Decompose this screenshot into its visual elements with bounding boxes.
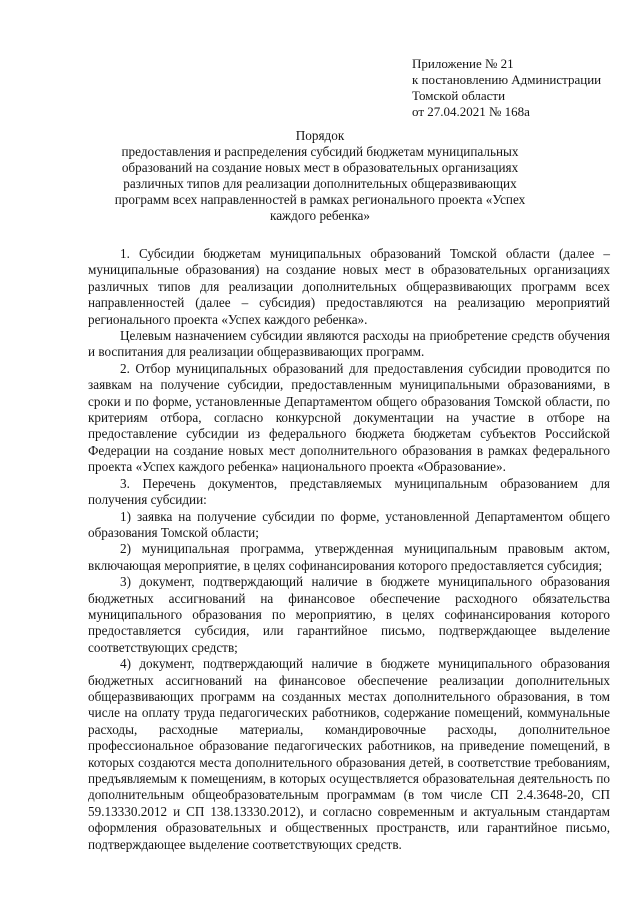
list-item-3: 3) документ, подтверждающий наличие в бюджете муниципального образования бюджетных ассигнований на финансовое обеспечение расходного обязательства муниципального образования по мероприятию, в целях софинансирования которого предоставляется субсидия, или гарантийное письмо, подтверждающее выделение соответствующих средств; [88,574,610,655]
document-heading: Порядок [295,128,345,143]
list-item-2: 2) муниципальная программа, утвержденная муниципальным правовым актом, включающая мероприятие, в целях софинансирования которого предоставляется субсидия; [88,541,610,573]
appendix-block [412,56,632,120]
appendix-reference: к постановлению Администрации [412,72,602,87]
paragraph-3: 3. Перечень документов, представляемых муниципальным образованием для получения субсидии: [88,475,610,508]
document-body [88,246,610,853]
document-subtitle: предоставления и распределения субсидий бюджетам муниципальных образований на создание новых мест в образовательных организациях различных типов для реализации дополнительных общеразвивающих программ всех направленностей в рамках регионального проекта «Успех каждого ребенка» [114,144,526,223]
appendix-number: Приложение № 21 [412,56,514,71]
document-title-block [96,128,544,224]
paragraph-2: 2. Отбор муниципальных образований для предоставления субсидии проводится по заявкам на получение субсидии, предоставленным муниципальными образованиями, в сроки и по форме, установленные Департаментом общего образования Томской области, по критериям отбора, согласно конкурсной документации на участие в отборе на предоставление субсидии из федерального бюджета бюджетам субъектов Российской Федерации на создание новых мест дополнительного образования в рамках федерального проекта «Успех каждого ребенка» национального проекта «Образование». [88,360,610,475]
paragraph-1: 1. Субсидии бюджетам муниципальных образований Томской области (далее – муниципальные образования) на создание новых мест в образовательных организациях различных типов для реализации дополнительных общеразвивающих программ всех направленностей (далее – субсидия) предоставляются на реализацию мероприятий регионального проекта «Успех каждого ребенка». [88,246,610,327]
paragraph-purpose: Целевым назначением субсидии являются расходы на приобретение средств обучения и воспитания для реализации общеразвивающих программ. [88,328,610,360]
appendix-date: от 27.04.2021 № 168а [412,104,530,119]
appendix-region: Томской области [412,88,506,103]
list-item-4: 4) документ, подтверждающий наличие в бюджете муниципального образования бюджетных ассигнований на финансовое обеспечение реализации дополнительных общеразвивающих программ на созданных местах дополнительного образования, в том числе на оплату труда педагогических работников, содержание помещений, коммунальные расходы, расходные материалы, командировочные расходы, дополнительное профессиональное образование педагогических работников, на приведение помещений, в которых создаются места дополнительного образования детей, в соответствие требованиям, предъявляемым к помещениям, в которых осуществляется образовательная деятельность по дополнительным общеобразовательным программам (в том числе СП 2.4.3648-20, СП 59.13330.2012 и СП 138.13330.2012), и согласно современным и актуальным стандартам оформления образовательных и общественных пространств, или гарантийное письмо, подтверждающее выделение соответствующих средств. [88,656,610,852]
list-item-1: 1) заявка на получение субсидии по форме, установленной Департаментом общего образования Томской области; [88,508,610,540]
